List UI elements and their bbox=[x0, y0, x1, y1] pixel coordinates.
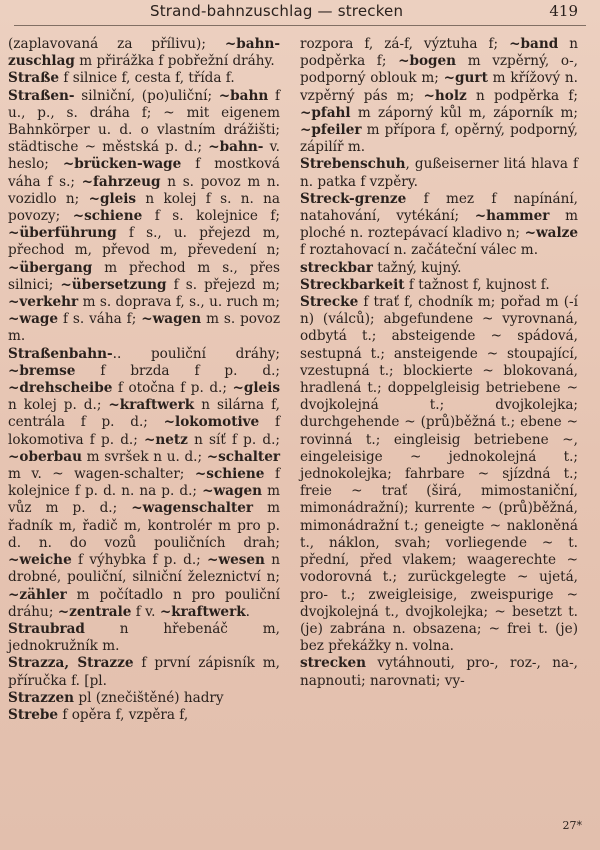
entry-right-5: Strecke f trať f, chodník m; pořad m (-í n) (válců); abgefundene ~ vyrovnaná, odbytá t.; absteigende ~ spádová, sestupná t.; ansteigende ~ stoupající, vzestupná t.; blockierte ~ blokovaná, hradlená t.; doppelgleisig betriebene ~ dvojkolejná t.; dvojkolejka; durchgehende ~ (prů)běžná t.; ebene ~ rovinná t.; eingleisig betriebene ~, eingeleisige ~ jednokolejná t.; jednokolejka; fahrbare ~ sjízdná t.; freie ~ trať (širá, mimostaniční, mimonádražní); kurrente ~ (prů)běžná, mimonádražní t.; geneigte ~ nakloněná t., náklon, svah; vorliegende ~ t. přední, před vlakem; waagerechte ~ vodorovná t.; zurückgelegte ~ ujetá, pro- t.; zweigleisige, zweispurige ~ dvojkolejná t., dvojkolejka; ~ besetzt t. (je) zabrána n. obsazena; ~ frei t. (je) bez překážky n. volna. bbox=[300, 294, 578, 655]
entry-right-4: Streckbarkeit f tažnost f, kujnost f. bbox=[300, 276, 550, 293]
entry-left-7: Strebe f opěra f, vzpěra f, bbox=[8, 706, 189, 723]
entry-right-1: Strebenschuh, gußeiserner litá hlava f n. patka f vzpěry. bbox=[300, 156, 578, 190]
entry-right-2: Streck-grenze f mez f napínání, natahování, vytékání; ~hammer m ploché n. roztepávací kladivo n; ~walze f roztahovací n. začáteční válec m. bbox=[300, 190, 578, 259]
running-title: Strand-bahnzuschlag — strecken bbox=[150, 2, 404, 20]
right-column bbox=[300, 36, 578, 690]
entry-right-6: strecken vytáhnouti, pro-, roz-, na-, napnouti; narovnati; vy- bbox=[300, 655, 578, 689]
left-column bbox=[8, 36, 280, 724]
entry-right-0: rozpora f, zá-f, výztuha f; ~band n podpěrka f; ~bogen m vzpěrný, o-, podporný oblouk m; ~gurt m křížový n. vzpěrný pás m; ~holz n podpěrka f; ~pfahl m záporný kůl m, záporník m; ~pfeiler m přípora f, opěrný, podporný, zápilíř m. bbox=[300, 36, 579, 156]
entry-left-4: Straubrad n hřebenáč m, jednokružník m. bbox=[8, 620, 280, 655]
entry-left-3: Straßenbahn-.. pouliční dráhy; ~bremse f brzda f p. d.; ~drehscheibe f otočna f p. d.; ~gleis n kolej p. d.; ~kraftwerk n silárna f, centrála f p. d.; ~lokomotive f lokomotiva f p. d.; ~netz n síť f p. d.; ~oberbau m svršek n u. d.; ~schalter m v. ~ wagen-schalter; ~schiene f kolejnice f p. d. n. na p. d.; ~wagen m vůz m p. d.; ~wagenschalter m řadník m, řadič m, kontrolér m pro p. d. n. do vozů pouličních drah; ~weiche f výhybka f p. d.; ~wesen n drobné, pouliční, silniční železnictví n; ~zähler m počítadlo n pro pouliční dráhu; ~zentrale f v. ~kraftwerk. bbox=[8, 345, 281, 620]
entry-left-1: Straße f silnice f, cesta f, třída f. bbox=[8, 70, 235, 87]
header-rule bbox=[14, 25, 586, 26]
page-header bbox=[0, 0, 600, 24]
entry-left-2: Straßen- silniční, (po)uliční; ~bahn f u., p., s. dráha f; ~ mit eigenem Bahnkörper u. d. o vlastním drážišti; städtische ~ městská p. d.; ~bahn- v. heslo; ~brücken-wage f mostková váha f s.; ~fahrzeug n s. povoz m n. vozidlo n; ~gleis n kolej f s. n. na povozy; ~schiene f s. kolejnice f; ~überführung f s., u. přejezd m, přechod m, převod m, převedení n; ~übergang m přechod m s., přes silnici; ~übersetzung f s. přejezd m; ~verkehr m s. doprava f, s., u. ruch m; ~wage f s. váha f; ~wagen m s. povoz m. bbox=[8, 87, 281, 345]
entry-left-6: Strazzen pl (znečištěné) hadry bbox=[8, 689, 224, 706]
entry-left-5: Strazza, Strazze f první zápisník m, příručka f. [pl. bbox=[8, 655, 280, 689]
printer-signature: 27* bbox=[562, 819, 582, 832]
page-number: 419 bbox=[549, 2, 578, 20]
entry-left-0: (zaplavovaná za přílivu); ~bahn-zuschlag m přirážka f pobřežní dráhy. bbox=[8, 36, 280, 70]
entry-right-3: streckbar tažný, kujný. bbox=[300, 259, 462, 276]
